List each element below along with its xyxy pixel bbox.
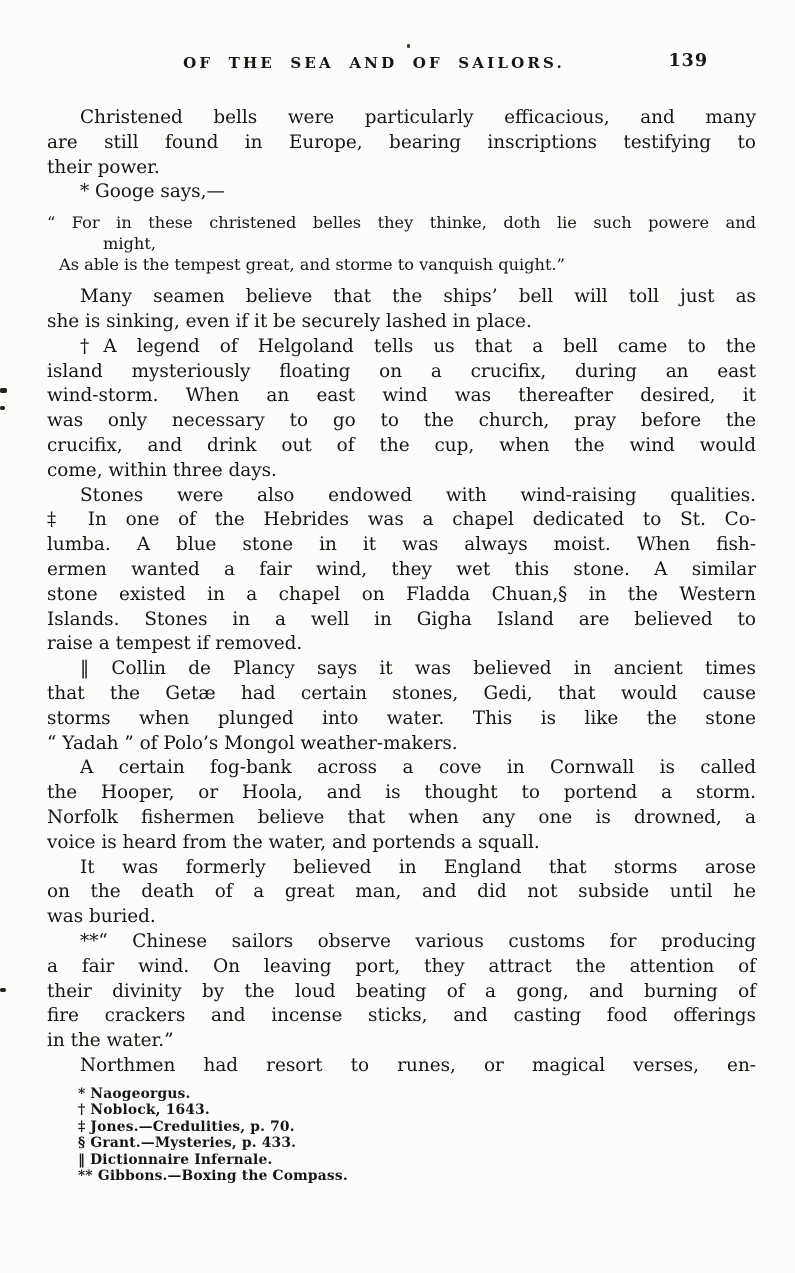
quote-googe-verse — [47, 212, 756, 275]
text-line: stone existed in a chapel on Fladda Chuan,§ in the Western — [47, 583, 756, 605]
para-england-storms — [47, 856, 756, 930]
text-line: that the Getæ had certain stones, Gedi, that would cause — [47, 682, 756, 704]
text-line: “ Yadah ” of Polo’s Mongol weather-makers. — [47, 732, 458, 754]
text-line: their power. — [47, 156, 160, 178]
text-line: Many seamen believe that the ships’ bell will toll just as — [80, 286, 756, 308]
text-line: As able is the tempest great, and storme to vanquish quight.” — [59, 255, 565, 275]
text-line: a fair wind. On leaving port, they attract the attention of — [47, 955, 756, 977]
footnote: ‖ Dictionnaire Infernale. — [78, 1151, 273, 1168]
text-line: Stones were also endowed with wind-raising qualities. — [80, 484, 756, 506]
scan-artifact — [0, 406, 5, 410]
footnotes — [78, 1086, 678, 1184]
text-line: Islands. Stones in a well in Gigha Island are believed to — [47, 608, 756, 630]
scan-artifact — [0, 988, 6, 992]
text-line: on the death of a great man, and did not subside until he — [47, 881, 756, 903]
text-line: ‖ Collin de Plancy says it was believed in ancient times — [80, 658, 756, 680]
para-wind-stones — [47, 484, 756, 658]
para-northmen-runes — [47, 1054, 756, 1079]
text-line: * Googe says,— — [80, 181, 225, 203]
footnote: † Noblock, 1643. — [78, 1102, 210, 1119]
text-line: the Hooper, or Hoola, and is thought to portend a storm. — [47, 782, 756, 804]
text-line: A certain fog-bank across a cove in Cornwall is called — [80, 757, 756, 779]
text-line: are still found in Europe, bearing inscriptions testifying to — [47, 131, 756, 153]
text-line: **“ Chinese sailors observe various customs for producing — [80, 930, 756, 952]
text-line: voice is heard from the water, and portends a squall. — [47, 831, 540, 853]
para-christened-bells — [47, 106, 756, 180]
text-line: island mysteriously floating on a crucifix, during an east — [47, 360, 756, 382]
para-ships-bell — [47, 285, 756, 335]
text-line: ‡ In one of the Hebrides was a chapel dedicated to St. Co- — [47, 509, 756, 531]
footnote: ‡ Jones.—Credulities, p. 70. — [78, 1118, 295, 1135]
para-helgoland-legend — [47, 335, 756, 484]
text-line: their divinity by the loud beating of a gong, and burning of — [47, 980, 756, 1002]
text-line: might, — [103, 234, 156, 254]
text-line: ermen wanted a fair wind, they wet this stone. A similar — [47, 558, 756, 580]
para-googe-says — [47, 180, 756, 205]
text-line: in the water.” — [47, 1030, 174, 1052]
para-chinese-sailors — [47, 930, 756, 1054]
scan-artifact — [0, 388, 7, 393]
para-collin-de-plancy — [47, 657, 756, 756]
body-text — [47, 106, 756, 1079]
para-cornwall-fog-bank — [47, 756, 756, 855]
text-line: Norfolk fishermen believe that when any one is drowned, a — [47, 806, 756, 828]
text-line: fire crackers and incense sticks, and casting food offerings — [47, 1005, 756, 1027]
text-line: crucifix, and drink out of the cup, when the wind would — [47, 434, 756, 456]
text-line: Northmen had resort to runes, or magical verses, en- — [80, 1054, 756, 1076]
text-line: raise a tempest if removed. — [47, 633, 303, 655]
text-line: storms when plunged into water. This is like the stone — [47, 707, 756, 729]
footnote: * Naogeorgus. — [78, 1086, 191, 1102]
text-line: was only necessary to go to the church, pray before the — [47, 410, 756, 432]
text-line: Christened bells were particularly efficacious, and many — [80, 107, 756, 128]
text-line: †A legend of Helgoland tells us that a bell came to the — [80, 335, 756, 357]
footnote: § Grant.—Mysteries, p. 433. — [78, 1135, 297, 1152]
text-line: she is sinking, even if it be securely lashed in place. — [47, 310, 532, 332]
ink-speck — [407, 44, 410, 48]
text-line: come, within three days. — [47, 459, 277, 481]
footnote: ** Gibbons.—Boxing the Compass. — [78, 1168, 348, 1185]
running-title: OF THE SEA AND OF SAILORS. — [183, 54, 565, 72]
text-line: It was formerly believed in England that storms arose — [80, 856, 756, 878]
text-line: lumba. A blue stone in it was always moist. When fish- — [47, 534, 756, 556]
text-line: was buried. — [47, 906, 156, 928]
page-number: 139 — [668, 51, 708, 71]
text-line: wind-storm. When an east wind was thereafter desired, it — [47, 385, 756, 407]
text-line: “ For in these christened belles they thinke, doth lie such powere and — [47, 213, 756, 233]
